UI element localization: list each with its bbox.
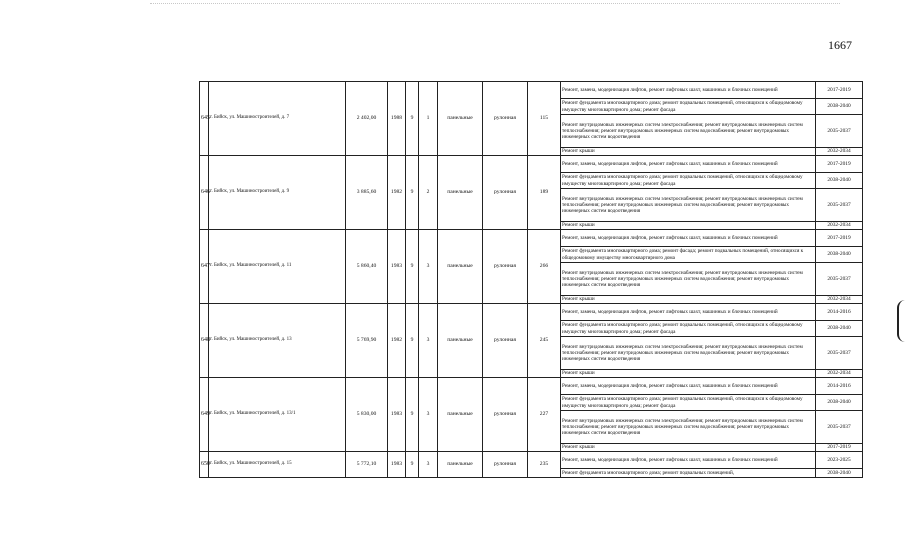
row-area: 2 402,00 <box>346 82 388 156</box>
work-description: Ремонт фундамента многоквартирного дома; ремонт подвальных помещений, относящихся к общедомовому имуществу многоквартирного дома; ремонт фасада <box>561 321 816 337</box>
work-period: 2017-2019 <box>816 156 863 173</box>
row-year: 1988 <box>388 82 406 156</box>
work-period: 2035-2037 <box>816 411 863 444</box>
work-period: 2014-2016 <box>816 304 863 321</box>
row-entrances: 2 <box>419 156 438 230</box>
work-period: 2038-2040 <box>816 395 863 411</box>
row-wall-material: панельные <box>438 304 483 378</box>
work-description: Ремонт внутридомовых инженерных систем электроснабжения; ремонт внутридомовых инженерных систем теплоснабжения; ремонт внутридомовых инженерных систем водоснабжения; ремонт внутридомовых инженерных систем водоотведения <box>561 411 816 444</box>
row-year: 1983 <box>388 378 406 452</box>
row-roof-type: рулонная <box>483 156 528 230</box>
row-number: 647 <box>200 230 209 304</box>
work-description: Ремонт, замена, модернизация лифтов, ремонт лифтовых шахт, машинных и блочных помещений <box>561 230 816 247</box>
scan-edge-mark <box>897 300 907 342</box>
row-entrances: 3 <box>419 378 438 452</box>
row-residents: 266 <box>528 230 561 304</box>
row-residents: 245 <box>528 304 561 378</box>
work-period: 2032-2034 <box>816 296 863 304</box>
work-description: Ремонт внутридомовых инженерных систем электроснабжения; ремонт внутридомовых инженерных систем теплоснабжения; ремонт внутридомовых инженерных систем водоснабжения; ремонт внутридомовых инженерных систем водоотведения <box>561 337 816 370</box>
work-description: Ремонт крыши <box>561 148 816 156</box>
work-period: 2017-2019 <box>816 230 863 247</box>
row-year: 1982 <box>388 156 406 230</box>
row-floors: 9 <box>406 82 419 156</box>
scan-noise-line <box>150 3 840 6</box>
row-address: г. Бийск, ул. Машиностроителей, д. 7 <box>209 82 346 156</box>
row-year: 1982 <box>388 304 406 378</box>
row-address: г. Бийск, ул. Машиностроителей, д. 11 <box>209 230 346 304</box>
row-area: 5 769,90 <box>346 304 388 378</box>
row-number: 650 <box>200 452 209 478</box>
work-period: 2035-2037 <box>816 115 863 148</box>
row-residents: 189 <box>528 156 561 230</box>
housing-repair-table <box>199 81 863 478</box>
row-floors: 9 <box>406 230 419 304</box>
work-period: 2017-2019 <box>816 82 863 99</box>
row-floors: 9 <box>406 378 419 452</box>
row-address: г. Бийск, ул. Машиностроителей, д. 9 <box>209 156 346 230</box>
row-address: г. Бийск, ул. Машиностроителей, д. 13 <box>209 304 346 378</box>
row-wall-material: панельные <box>438 82 483 156</box>
row-roof-type: рулонная <box>483 452 528 478</box>
row-residents: 235 <box>528 452 561 478</box>
work-period: 2032-2034 <box>816 222 863 230</box>
table-row <box>200 82 863 99</box>
row-residents: 115 <box>528 82 561 156</box>
page-number: 1667 <box>828 38 852 52</box>
row-area: 5 772,10 <box>346 452 388 478</box>
row-roof-type: рулонная <box>483 82 528 156</box>
row-roof-type: рулонная <box>483 304 528 378</box>
work-description: Ремонт, замена, модернизация лифтов, ремонт лифтовых шахт, машинных и блочных помещений <box>561 452 816 469</box>
row-floors: 9 <box>406 304 419 378</box>
work-description: Ремонт, замена, модернизация лифтов, ремонт лифтовых шахт, машинных и блочных помещений <box>561 304 816 321</box>
row-entrances: 3 <box>419 304 438 378</box>
row-year: 1983 <box>388 452 406 478</box>
work-description: Ремонт внутридомовых инженерных систем электроснабжения; ремонт внутридомовых инженерных систем теплоснабжения; ремонт внутридомовых инженерных систем водоснабжения; ремонт внутридомовых инженерных систем водоотведения <box>561 115 816 148</box>
row-year: 1983 <box>388 230 406 304</box>
row-number: 648 <box>200 304 209 378</box>
row-address: г. Бийск, ул. Машиностроителей, д. 13/1 <box>209 378 346 452</box>
work-period: 2017-2019 <box>816 444 863 452</box>
work-period: 2038-2040 <box>816 173 863 189</box>
row-floors: 9 <box>406 452 419 478</box>
work-description: Ремонт внутридомовых инженерных систем электроснабжения; ремонт внутридомовых инженерных систем теплоснабжения; ремонт внутридомовых инженерных систем водоснабжения; ремонт внутридомовых инженерных систем водоотведения <box>561 189 816 222</box>
row-entrances: 3 <box>419 452 438 478</box>
row-address: г. Бийск, ул. Машиностроителей, д. 15 <box>209 452 346 478</box>
row-wall-material: панельные <box>438 378 483 452</box>
row-wall-material: панельные <box>438 452 483 478</box>
row-area: 5 830,00 <box>346 378 388 452</box>
work-description: Ремонт крыши <box>561 296 816 304</box>
work-description: Ремонт фундамента многоквартирного дома; ремонт подвальных помещений, относящихся к общедомовому имуществу многоквартирного дома; ремонт фасада <box>561 99 816 115</box>
table-row <box>200 156 863 173</box>
row-floors: 9 <box>406 156 419 230</box>
work-description: Ремонт фундамента многоквартирного дома; ремонт подвальных помещений, относящихся к общедомовому имуществу многоквартирного дома; ремонт фасада <box>561 173 816 189</box>
work-description: Ремонт, замена, модернизация лифтов, ремонт лифтовых шахт, машинных и блочных помещений <box>561 156 816 173</box>
row-area: 3 885,60 <box>346 156 388 230</box>
work-description: Ремонт фундамента многоквартирного дома; ремонт подвальных помещений, относящихся к общедомовому имуществу многоквартирного дома; ремонт фасада <box>561 395 816 411</box>
work-description: Ремонт крыши <box>561 370 816 378</box>
work-description: Ремонт крыши <box>561 444 816 452</box>
row-wall-material: панельные <box>438 230 483 304</box>
row-residents: 227 <box>528 378 561 452</box>
work-period: 2035-2037 <box>816 337 863 370</box>
work-period: 2014-2016 <box>816 378 863 395</box>
work-period: 2038-2040 <box>816 469 863 478</box>
work-period: 2023-2025 <box>816 452 863 469</box>
work-period: 2038-2040 <box>816 247 863 263</box>
row-roof-type: рулонная <box>483 378 528 452</box>
table-row <box>200 230 863 247</box>
work-description: Ремонт фундамента многоквартирного дома; ремонт фасада; ремонт подвальных помещений, относящихся к общедомовому имуществу многоквартирного дома <box>561 247 816 263</box>
table-row <box>200 452 863 469</box>
row-entrances: 1 <box>419 82 438 156</box>
row-number: 649 <box>200 378 209 452</box>
work-period: 2035-2037 <box>816 263 863 296</box>
work-period: 2032-2034 <box>816 370 863 378</box>
work-description: Ремонт крыши <box>561 222 816 230</box>
work-period: 2032-2034 <box>816 148 863 156</box>
work-description: Ремонт, замена, модернизация лифтов, ремонт лифтовых шахт, машинных и блочных помещений <box>561 378 816 395</box>
row-number: 646 <box>200 156 209 230</box>
row-number: 645 <box>200 82 209 156</box>
row-entrances: 3 <box>419 230 438 304</box>
row-roof-type: рулонная <box>483 230 528 304</box>
work-description: Ремонт, замена, модернизация лифтов, ремонт лифтовых шахт, машинных и блочных помещений <box>561 82 816 99</box>
row-wall-material: панельные <box>438 156 483 230</box>
row-area: 5 860,40 <box>346 230 388 304</box>
work-period: 2038-2040 <box>816 321 863 337</box>
work-period: 2038-2040 <box>816 99 863 115</box>
work-description: Ремонт внутридомовых инженерных систем электроснабжения; ремонт внутридомовых инженерных систем теплоснабжения; ремонт внутридомовых инженерных систем водоснабжения; ремонт внутридомовых инженерных систем водоотведения <box>561 263 816 296</box>
work-period: 2035-2037 <box>816 189 863 222</box>
table-row <box>200 378 863 395</box>
work-description: Ремонт фундамента многоквартирного дома; ремонт подвальных помещений, <box>561 469 816 478</box>
table-row <box>200 304 863 321</box>
